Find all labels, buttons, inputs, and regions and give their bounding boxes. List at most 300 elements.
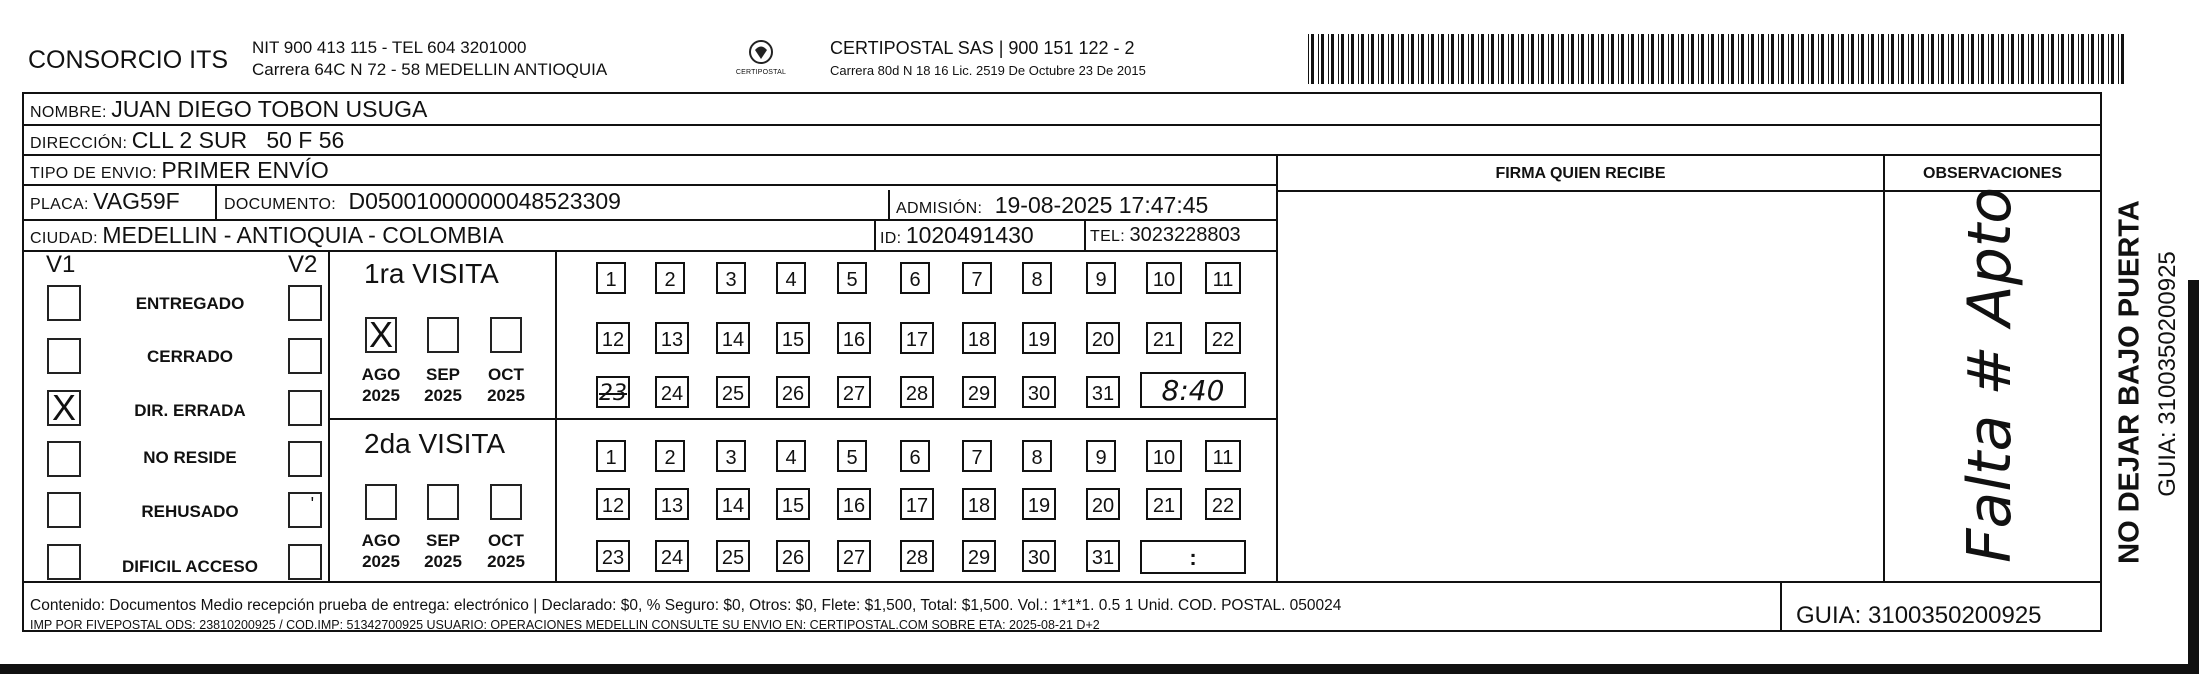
v2-day-9[interactable]: 9 bbox=[1086, 440, 1116, 472]
barcode-bar bbox=[1331, 34, 1334, 84]
barcode-bar bbox=[1778, 34, 1779, 84]
barcode-bar bbox=[1658, 34, 1659, 84]
v1-day-27[interactable]: 27 bbox=[837, 376, 871, 408]
barcode-bar bbox=[1648, 34, 1649, 84]
v2-day-2[interactable]: 2 bbox=[655, 440, 685, 472]
documento-label: DOCUMENTO: bbox=[224, 196, 337, 213]
barcode-bar bbox=[1851, 34, 1854, 84]
v2-day-19[interactable]: 19 bbox=[1022, 488, 1056, 520]
v2-day-28[interactable]: 28 bbox=[900, 540, 934, 572]
barcode-bar bbox=[1758, 34, 1759, 84]
visit1-month-sep-box[interactable] bbox=[427, 317, 459, 353]
tel-value: 3023228803 bbox=[1129, 224, 1241, 246]
option-rehusado: REHUSADO bbox=[141, 502, 239, 521]
direccion-row bbox=[30, 127, 344, 154]
barcode-bar bbox=[1641, 34, 1644, 84]
barcode-bar bbox=[1581, 34, 1584, 84]
barcode-bar bbox=[1801, 34, 1804, 84]
v1-day-13[interactable]: 13 bbox=[655, 322, 689, 354]
v1-day-16[interactable]: 16 bbox=[837, 322, 871, 354]
barcode-bar bbox=[1668, 34, 1669, 84]
barcode-bar bbox=[1558, 34, 1559, 84]
v1-day-29[interactable]: 29 bbox=[962, 376, 996, 408]
barcode-bar bbox=[1818, 34, 1819, 84]
barcode-bar bbox=[1628, 34, 1629, 84]
v1-day-8[interactable]: 8 bbox=[1022, 262, 1052, 294]
barcode-bar bbox=[1938, 34, 1939, 84]
v2-day-27[interactable]: 27 bbox=[837, 540, 871, 572]
barcode-bar bbox=[1351, 34, 1354, 84]
nombre-label: NOMBRE: bbox=[30, 104, 107, 121]
barcode-bar bbox=[1598, 34, 1599, 84]
barcode-bar bbox=[1881, 34, 1884, 84]
barcode-bar bbox=[1761, 34, 1764, 84]
barcode-bar bbox=[1791, 34, 1794, 84]
barcode-bar bbox=[1371, 34, 1374, 84]
v2-dificil-acceso-checkbox[interactable] bbox=[288, 544, 322, 580]
barcode-bar bbox=[1878, 34, 1879, 84]
v2-dir-errada-checkbox[interactable] bbox=[288, 390, 322, 426]
v2-entregado-checkbox[interactable] bbox=[288, 285, 322, 321]
barcode-bar bbox=[1858, 34, 1859, 84]
barcode-bar bbox=[1368, 34, 1369, 84]
barcode-bar bbox=[1391, 34, 1394, 84]
barcode-bar bbox=[1861, 34, 1864, 84]
barcode-bar bbox=[1971, 34, 1974, 84]
barcode-bar bbox=[2018, 34, 2019, 84]
barcode-bar bbox=[1748, 34, 1749, 84]
v2-day-22[interactable]: 22 bbox=[1205, 488, 1241, 520]
barcode-bar bbox=[2031, 34, 2034, 84]
barcode-bar bbox=[1308, 34, 1309, 84]
barcode-bar bbox=[1988, 34, 1989, 84]
v1-time-field[interactable]: 8:40 bbox=[1140, 372, 1246, 408]
barcode-bar bbox=[1618, 34, 1619, 84]
barcode-bar bbox=[2078, 34, 2079, 84]
barcode-bar bbox=[1548, 34, 1549, 84]
barcode-bar bbox=[1488, 34, 1489, 84]
v1-day-19[interactable]: 19 bbox=[1022, 322, 1056, 354]
barcode-bar bbox=[2071, 34, 2074, 84]
v1-no-reside-checkbox[interactable] bbox=[47, 441, 81, 477]
option-dificil-acceso: DIFICIL ACCESO bbox=[121, 557, 258, 576]
v1-day-30[interactable]: 30 bbox=[1022, 376, 1056, 408]
visit2-month-ago-label: AGO 2025 bbox=[361, 531, 401, 571]
barcode-bar bbox=[1541, 34, 1544, 84]
side-guia: GUIA: 3100350200925 bbox=[2154, 251, 2181, 497]
barcode-bar bbox=[1821, 34, 1824, 84]
barcode-bar bbox=[1678, 34, 1679, 84]
v2-label: V2 bbox=[288, 251, 318, 278]
visit2-month-oct-label: OCT 2025 bbox=[487, 531, 525, 571]
barcode-bar bbox=[1798, 34, 1799, 84]
barcode-bar bbox=[1338, 34, 1339, 84]
barcode-bar bbox=[1601, 34, 1604, 84]
barcode-bar bbox=[1311, 34, 1314, 84]
v2-day-3[interactable]: 3 bbox=[716, 440, 746, 472]
barcode-bar bbox=[1361, 34, 1364, 84]
v1-day-28[interactable]: 28 bbox=[900, 376, 934, 408]
barcode-bar bbox=[2101, 34, 2104, 84]
barcode-bar bbox=[1741, 34, 1744, 84]
barcode-bar bbox=[1848, 34, 1849, 84]
barcode-bar bbox=[2041, 34, 2044, 84]
barcode-bar bbox=[1478, 34, 1479, 84]
side-no-dejar: NO DEJAR BAJO PUERTA bbox=[2113, 200, 2146, 564]
barcode-bar bbox=[1751, 34, 1754, 84]
id-value: 1020491430 bbox=[905, 222, 1034, 248]
barcode-bar bbox=[1398, 34, 1399, 84]
ciudad-cell bbox=[30, 222, 504, 249]
barcode-bar bbox=[1671, 34, 1674, 84]
barcode-bar bbox=[1968, 34, 1969, 84]
v2-cerrado-checkbox[interactable] bbox=[288, 338, 322, 374]
id-cell bbox=[880, 222, 1034, 249]
barcode-bar bbox=[1681, 34, 1684, 84]
carrier-license: Carrera 80d N 18 16 Lic. 2519 De Octubre 23 De 2015 bbox=[830, 63, 1146, 78]
v2-day-16[interactable]: 16 bbox=[837, 488, 871, 520]
visit1-month-ago-label: AGO 2025 bbox=[361, 365, 401, 405]
option-cerrado: CERRADO bbox=[147, 347, 233, 366]
visit2-month-oct-box[interactable] bbox=[490, 484, 522, 520]
barcode-bar bbox=[1321, 34, 1324, 84]
barcode-bar bbox=[1518, 34, 1519, 84]
footer-contenido: Contenido: Documentos Medio recepción prueba de entrega: electrónico | Declarado: $0, % Seguro: $0, Otros: $0, Flete: $1,500, Total: $1,500. Vol.: 1*1*1. 0.5 1 Unid. COD. POSTAL. 050024 bbox=[30, 597, 1342, 614]
v1-day-2[interactable]: 2 bbox=[655, 262, 685, 294]
barcode-bar bbox=[2061, 34, 2064, 84]
barcode-bar bbox=[1898, 34, 1899, 84]
placa-label: PLACA: bbox=[30, 196, 89, 213]
barcode-bar bbox=[1431, 34, 1434, 84]
v2-no-reside-checkbox[interactable] bbox=[288, 441, 322, 477]
company-nit-tel: NIT 900 413 115 - TEL 604 3201000 bbox=[252, 38, 527, 57]
barcode-bar bbox=[1708, 34, 1709, 84]
firma-label: FIRMA QUIEN RECIBE bbox=[1495, 165, 1666, 182]
barcode-bar bbox=[2108, 34, 2109, 84]
v2-day-25[interactable]: 25 bbox=[716, 540, 750, 572]
v1-day-5[interactable]: 5 bbox=[837, 262, 867, 294]
v2-day-21[interactable]: 21 bbox=[1146, 488, 1182, 520]
barcode-bar bbox=[1631, 34, 1634, 84]
barcode-bar bbox=[1378, 34, 1379, 84]
observacion-handwriting: Falta # Apto bbox=[1955, 186, 2025, 564]
v2-day-31[interactable]: 31 bbox=[1086, 540, 1120, 572]
v1-day-14[interactable]: 14 bbox=[716, 322, 750, 354]
v2-day-10[interactable]: 10 bbox=[1146, 440, 1182, 472]
v1-day-24[interactable]: 24 bbox=[655, 376, 689, 408]
v2-time-field[interactable]: : bbox=[1140, 540, 1246, 574]
barcode-bar bbox=[2091, 34, 2094, 84]
barcode-bar bbox=[1901, 34, 1904, 84]
v2-day-4[interactable]: 4 bbox=[776, 440, 806, 472]
v1-day-6[interactable]: 6 bbox=[900, 262, 930, 294]
barcode-bar bbox=[1948, 34, 1949, 84]
v2-day-14[interactable]: 14 bbox=[716, 488, 750, 520]
barcode-bar bbox=[1401, 34, 1404, 84]
barcode-bar bbox=[1831, 34, 1834, 84]
v2-day-5[interactable]: 5 bbox=[837, 440, 867, 472]
barcode-bar bbox=[2088, 34, 2089, 84]
v1-day-26[interactable]: 26 bbox=[776, 376, 810, 408]
barcode-bar bbox=[1908, 34, 1909, 84]
v1-day-17[interactable]: 17 bbox=[900, 322, 934, 354]
admision-cell bbox=[896, 192, 1208, 219]
v1-cerrado-checkbox[interactable] bbox=[47, 338, 81, 374]
observaciones-label: OBSERVACIONES bbox=[1923, 165, 2062, 182]
v2-day-23[interactable]: 23 bbox=[596, 540, 630, 572]
ciudad-label: CIUDAD: bbox=[30, 230, 98, 247]
barcode-bar bbox=[2011, 34, 2014, 84]
visit2-title: 2da VISITA bbox=[364, 428, 506, 459]
placa-value: VAG59F bbox=[93, 188, 180, 214]
v2-day-29[interactable]: 29 bbox=[962, 540, 996, 572]
v2-day-1[interactable]: 1 bbox=[596, 440, 626, 472]
company-name: CONSORCIO ITS bbox=[28, 46, 229, 74]
barcode-bar bbox=[1608, 34, 1609, 84]
barcode-bar bbox=[1651, 34, 1654, 84]
carrier-name: CERTIPOSTAL SAS | 900 151 122 - 2 bbox=[830, 38, 1135, 58]
placa-cell bbox=[30, 188, 180, 215]
barcode-bar bbox=[1538, 34, 1539, 84]
barcode-bar bbox=[1358, 34, 1359, 84]
barcode-bar bbox=[1468, 34, 1469, 84]
barcode-bar bbox=[1688, 34, 1689, 84]
documento-value: D05001000000048523309 bbox=[348, 188, 621, 214]
barcode-bar bbox=[1838, 34, 1839, 84]
barcode-bar bbox=[1981, 34, 1984, 84]
visit1-month-sep-label: SEP 2025 bbox=[424, 365, 462, 405]
tel-label: TEL: bbox=[1090, 228, 1125, 245]
visit1-month-ago-box[interactable]: X bbox=[365, 317, 397, 353]
barcode-bar bbox=[1621, 34, 1624, 84]
barcode-bar bbox=[1498, 34, 1499, 84]
barcode-bar bbox=[1528, 34, 1529, 84]
barcode-bar bbox=[1471, 34, 1474, 84]
v1-day-11[interactable]: 11 bbox=[1205, 262, 1241, 294]
v1-day-25[interactable]: 25 bbox=[716, 376, 750, 408]
option-entregado: ENTREGADO bbox=[135, 294, 245, 313]
barcode-bar bbox=[1958, 34, 1959, 84]
barcode-bar bbox=[1711, 34, 1714, 84]
barcode-bar bbox=[1691, 34, 1694, 84]
visit2-month-sep-box[interactable] bbox=[427, 484, 459, 520]
barcode bbox=[1308, 34, 2128, 84]
barcode-bar bbox=[1721, 34, 1724, 84]
barcode-bar bbox=[1428, 34, 1429, 84]
barcode-bar bbox=[1521, 34, 1524, 84]
barcode-bar bbox=[1591, 34, 1594, 84]
v1-day-12[interactable]: 12 bbox=[596, 322, 630, 354]
v1-dificil-acceso-checkbox[interactable] bbox=[47, 544, 81, 580]
v1-entregado-checkbox[interactable] bbox=[47, 285, 81, 321]
v1-day-22[interactable]: 22 bbox=[1205, 322, 1241, 354]
barcode-bar bbox=[1828, 34, 1829, 84]
barcode-bar bbox=[1961, 34, 1964, 84]
v2-day-12[interactable]: 12 bbox=[596, 488, 630, 520]
barcode-bar bbox=[1871, 34, 1874, 84]
barcode-bar bbox=[2048, 34, 2049, 84]
visit2-month-sep-label: SEP 2025 bbox=[424, 531, 462, 571]
v2-day-20[interactable]: 20 bbox=[1086, 488, 1120, 520]
v1-day-15[interactable]: 15 bbox=[776, 322, 810, 354]
barcode-bar bbox=[1771, 34, 1774, 84]
barcode-bar bbox=[1978, 34, 1979, 84]
barcode-bar bbox=[1438, 34, 1439, 84]
tel-cell bbox=[1090, 224, 1241, 247]
barcode-bar bbox=[2118, 34, 2119, 84]
v2-day-17[interactable]: 17 bbox=[900, 488, 934, 520]
barcode-bar bbox=[1941, 34, 1944, 84]
barcode-bar bbox=[1768, 34, 1769, 84]
direccion-value: CLL 2 SUR 50 F 56 bbox=[131, 127, 345, 153]
barcode-bar bbox=[1448, 34, 1449, 84]
v2-day-24[interactable]: 24 bbox=[655, 540, 689, 572]
barcode-bar bbox=[1328, 34, 1329, 84]
barcode-bar bbox=[1341, 34, 1344, 84]
barcode-bar bbox=[2098, 34, 2099, 84]
barcode-bar bbox=[2051, 34, 2054, 84]
v2-day-13[interactable]: 13 bbox=[655, 488, 689, 520]
barcode-bar bbox=[1491, 34, 1494, 84]
barcode-bar bbox=[1568, 34, 1569, 84]
barcode-bar bbox=[2021, 34, 2024, 84]
v2-day-11[interactable]: 11 bbox=[1205, 440, 1241, 472]
ciudad-value: MEDELLIN - ANTIOQUIA - COLOMBIA bbox=[102, 222, 504, 248]
barcode-bar bbox=[1701, 34, 1704, 84]
barcode-bar bbox=[1811, 34, 1814, 84]
barcode-bar bbox=[1561, 34, 1564, 84]
v2-rehusado-checkbox[interactable]: ' bbox=[288, 492, 322, 528]
admision-value: 19-08-2025 17:47:45 bbox=[994, 192, 1209, 218]
admision-label: ADMISIÓN: bbox=[896, 200, 983, 217]
barcode-bar bbox=[2081, 34, 2084, 84]
v1-day-7[interactable]: 7 bbox=[962, 262, 992, 294]
barcode-bar bbox=[2111, 34, 2114, 84]
barcode-bar bbox=[1808, 34, 1809, 84]
barcode-bar bbox=[1638, 34, 1639, 84]
barcode-bar bbox=[2008, 34, 2009, 84]
visit1-title: 1ra VISITA bbox=[364, 258, 499, 289]
barcode-bar bbox=[1951, 34, 1954, 84]
v1-day-4[interactable]: 4 bbox=[776, 262, 806, 294]
barcode-bar bbox=[1408, 34, 1409, 84]
barcode-bar bbox=[1508, 34, 1509, 84]
barcode-bar bbox=[1571, 34, 1574, 84]
barcode-bar bbox=[2058, 34, 2059, 84]
barcode-bar bbox=[1461, 34, 1464, 84]
tipo-envio-value: PRIMER ENVÍO bbox=[161, 157, 329, 183]
v2-day-6[interactable]: 6 bbox=[900, 440, 930, 472]
barcode-bar bbox=[1458, 34, 1459, 84]
v2-day-7[interactable]: 7 bbox=[962, 440, 992, 472]
barcode-bar bbox=[2001, 34, 2004, 84]
barcode-bar bbox=[1731, 34, 1734, 84]
barcode-bar bbox=[1381, 34, 1384, 84]
barcode-bar bbox=[1788, 34, 1789, 84]
company-address: Carrera 64C N 72 - 58 MEDELLIN ANTIOQUIA bbox=[252, 60, 608, 79]
barcode-bar bbox=[2068, 34, 2069, 84]
barcode-bar bbox=[1388, 34, 1389, 84]
barcode-bar bbox=[1738, 34, 1739, 84]
v1-rehusado-checkbox[interactable] bbox=[47, 492, 81, 528]
v1-day-23-marked[interactable]: 23 bbox=[596, 376, 630, 408]
v2-day-30[interactable]: 30 bbox=[1022, 540, 1056, 572]
barcode-bar bbox=[1588, 34, 1589, 84]
barcode-bar bbox=[1911, 34, 1914, 84]
barcode-bar bbox=[1481, 34, 1484, 84]
barcode-bar bbox=[1781, 34, 1784, 84]
visit1-month-oct-label: OCT 2025 bbox=[487, 365, 525, 405]
visit2-month-ago-box[interactable] bbox=[365, 484, 397, 520]
barcode-bar bbox=[1998, 34, 1999, 84]
id-label: ID: bbox=[880, 230, 902, 247]
barcode-bar bbox=[1928, 34, 1929, 84]
barcode-bar bbox=[2038, 34, 2039, 84]
barcode-bar bbox=[1728, 34, 1729, 84]
barcode-bar bbox=[1418, 34, 1419, 84]
footer-guia: GUIA: 3100350200925 bbox=[1796, 602, 2042, 629]
barcode-bar bbox=[1921, 34, 1924, 84]
barcode-bar bbox=[2028, 34, 2029, 84]
seal-icon bbox=[746, 38, 776, 66]
tipo-envio-row bbox=[30, 157, 329, 184]
barcode-bar bbox=[1931, 34, 1934, 84]
barcode-bar bbox=[1551, 34, 1554, 84]
barcode-bar bbox=[1888, 34, 1889, 84]
footer-imp: IMP POR FIVEPOSTAL ODS: 23810200925 / COD.IMP: 51342700925 USUARIO: OPERACIONES MEDELLIN CONSULTE SU ENVIO EN: CERTIPOSTAL.COM SOBRE ETA: 2025-08-21 D+2 bbox=[30, 618, 1100, 632]
v2-day-26[interactable]: 26 bbox=[776, 540, 810, 572]
tipo-envio-label: TIPO DE ENVIO: bbox=[30, 165, 157, 182]
v2-day-8[interactable]: 8 bbox=[1022, 440, 1052, 472]
v1-day-31[interactable]: 31 bbox=[1086, 376, 1120, 408]
v1-day-1[interactable]: 1 bbox=[596, 262, 626, 294]
option-no-reside: NO RESIDE bbox=[143, 448, 237, 467]
direccion-label: DIRECCIÓN: bbox=[30, 135, 128, 152]
nombre-value: JUAN DIEGO TOBON USUGA bbox=[111, 96, 428, 122]
barcode-bar bbox=[1441, 34, 1444, 84]
barcode-bar bbox=[1578, 34, 1579, 84]
barcode-bar bbox=[1421, 34, 1424, 84]
barcode-bar bbox=[1611, 34, 1614, 84]
barcode-bar bbox=[1991, 34, 1994, 84]
v1-day-3[interactable]: 3 bbox=[716, 262, 746, 294]
barcode-bar bbox=[1318, 34, 1319, 84]
v2-day-18[interactable]: 18 bbox=[962, 488, 996, 520]
v1-dir-errada-checkbox[interactable]: X bbox=[47, 390, 81, 426]
nombre-row bbox=[30, 96, 427, 123]
visit1-month-oct-box[interactable] bbox=[490, 317, 522, 353]
v1-day-18[interactable]: 18 bbox=[962, 322, 996, 354]
v2-day-15[interactable]: 15 bbox=[776, 488, 810, 520]
barcode-bar bbox=[1698, 34, 1699, 84]
barcode-bar bbox=[1511, 34, 1514, 84]
barcode-bar bbox=[1348, 34, 1349, 84]
barcode-bar bbox=[1661, 34, 1664, 84]
barcode-bar bbox=[1451, 34, 1454, 84]
v1-day-10[interactable]: 10 bbox=[1146, 262, 1182, 294]
barcode-bar bbox=[1891, 34, 1894, 84]
barcode-bar bbox=[2121, 34, 2124, 84]
v1-day-9[interactable]: 9 bbox=[1086, 262, 1116, 294]
v1-day-21[interactable]: 21 bbox=[1146, 322, 1182, 354]
barcode-bar bbox=[1531, 34, 1534, 84]
barcode-bar bbox=[1501, 34, 1504, 84]
barcode-bar bbox=[1918, 34, 1919, 84]
barcode-bar bbox=[1411, 34, 1414, 84]
barcode-bar bbox=[1841, 34, 1844, 84]
v1-day-20[interactable]: 20 bbox=[1086, 322, 1120, 354]
barcode-bar bbox=[1868, 34, 1869, 84]
